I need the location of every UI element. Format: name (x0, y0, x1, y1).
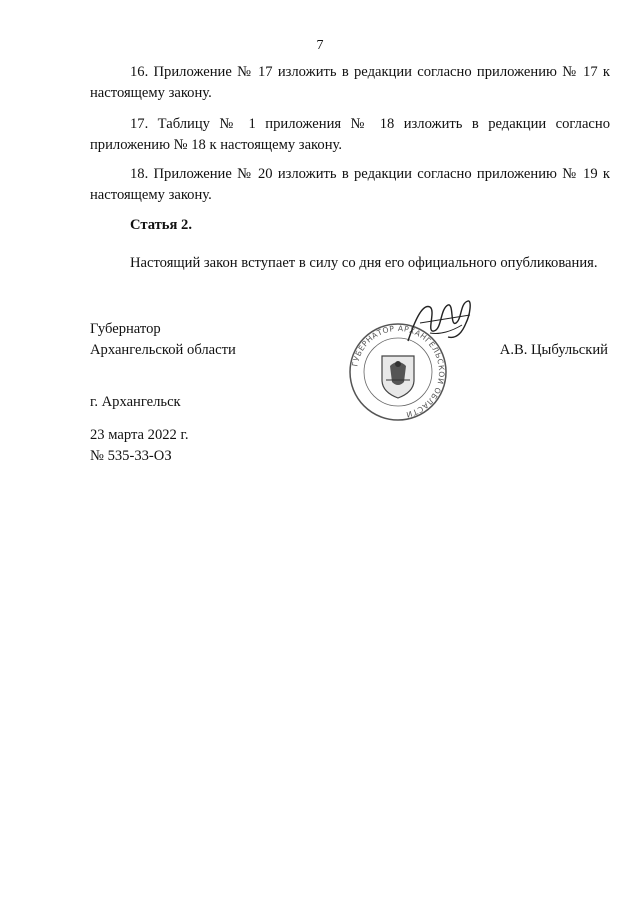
paragraph-text: 17. Таблицу № 1 приложения № 18 изложить в редакции согласно приложению № 18 к настоящему закону. (90, 116, 610, 153)
signatory-name: А.В. Цыбульский (499, 342, 608, 358)
paragraph-text: 16. Приложение № 17 изложить в редакции согласно приложению № 17 к настоящему закону. (90, 64, 610, 101)
article-text: Настоящий закон вступает в силу со дня его официального опубликования. (130, 255, 598, 271)
article-heading-block (90, 215, 610, 236)
page-number: 7 (316, 38, 324, 53)
article-body (90, 253, 610, 274)
article-heading: Статья 2. (130, 217, 192, 233)
paragraph-17 (90, 114, 610, 156)
svg-text:ГУБЕРНАТОР АРХАНГЕЛЬСКОЙ ОБЛАС: ГУБЕРНАТОР АРХАНГЕЛЬСКОЙ ОБЛАСТИ (350, 323, 447, 420)
handwritten-signature (400, 293, 480, 353)
signatory-title (90, 319, 236, 361)
paragraph-text: 18. Приложение № 20 изложить в редакции согласно приложению № 19 к настоящему закону. (90, 166, 610, 203)
signing-date: 23 марта 2022 г. (90, 427, 189, 443)
signatory-title-line2: Архангельской области (90, 342, 236, 358)
signatory-title-line1: Губернатор (90, 321, 161, 337)
law-number: № 535-33-ОЗ (90, 448, 172, 464)
place-of-signing: г. Архангельск (90, 394, 181, 410)
paragraph-18 (90, 164, 610, 206)
paragraph-16 (90, 62, 610, 104)
